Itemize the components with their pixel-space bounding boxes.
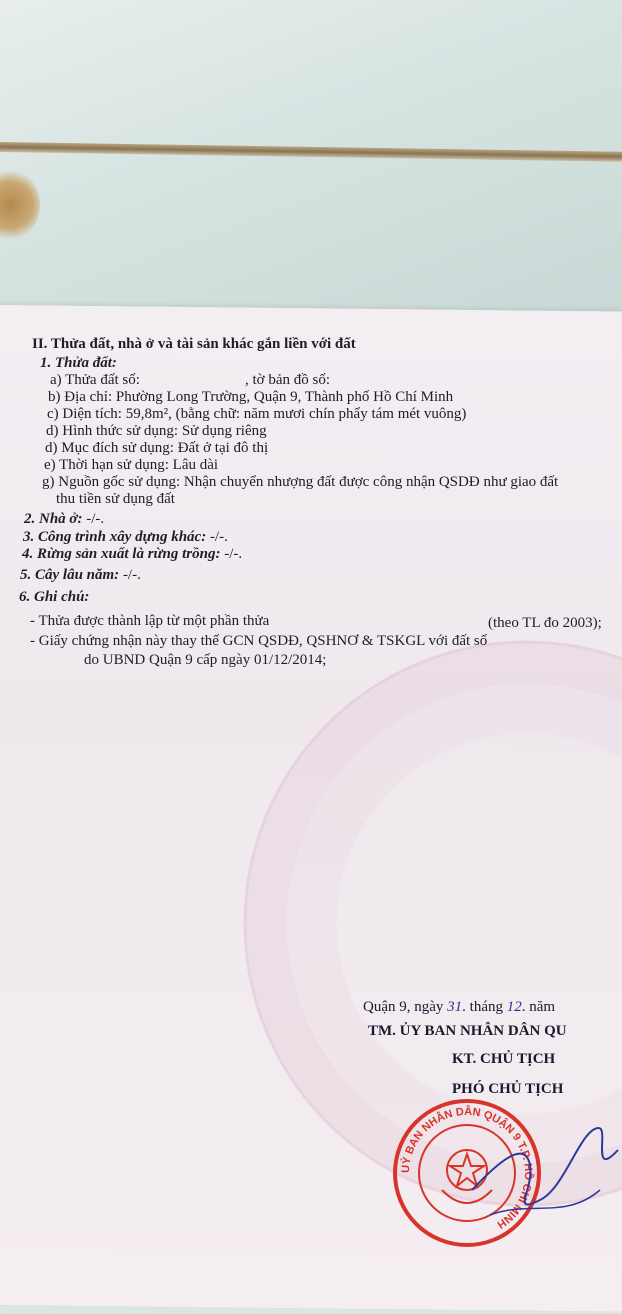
date-month: 12 xyxy=(506,999,522,1015)
item4-value: -/-. xyxy=(224,546,243,562)
item2-title: 2. Nhà ở: xyxy=(24,511,83,527)
sign-org: TM. ỦY BAN NHÂN DÂN QU xyxy=(368,1023,567,1039)
sign-date xyxy=(363,998,555,1016)
item1-a-label: a) Thửa đất số: xyxy=(50,372,140,388)
item2-value: -/-. xyxy=(86,511,105,527)
item5-value: -/-. xyxy=(122,567,141,583)
item4-title: 4. Rừng sản xuất là rừng trồng: xyxy=(22,546,221,562)
item1-g-origin-cont: thu tiền sử dụng đất xyxy=(56,491,175,507)
item1-e-term: e) Thời hạn sử dụng: Lâu dài xyxy=(44,457,219,473)
seal-text: UỶ BAN NHÂN DÂN QUẬN 9 T.P. HỒ CHÍ MINH xyxy=(399,1105,535,1231)
item5-title: 5. Cây lâu năm: xyxy=(20,567,120,583)
item1-g-origin: g) Nguồn gốc sử dụng: Nhận chuyển nhượng đất được công nhận QSDĐ như giao đất xyxy=(42,474,559,490)
item1-a-map-sheet: , tờ bản đồ số: xyxy=(245,372,331,388)
item3-value: -/-. xyxy=(209,529,228,545)
note2-cont: do UBND Quận 9 cấp ngày 01/12/2014; xyxy=(84,652,327,668)
note1: - Thửa được thành lập từ một phần thửa xyxy=(30,613,270,629)
item5-row xyxy=(20,566,141,584)
handwritten-signature-icon xyxy=(470,1120,620,1250)
date-day: 31 xyxy=(447,999,463,1015)
sign-title-2: PHÓ CHỦ TỊCH xyxy=(452,1081,564,1097)
date-prefix: Quận 9, ngày xyxy=(363,999,444,1015)
item3-title: 3. Công trình xây dựng khác: xyxy=(23,529,207,545)
section-heading: II. Thửa đất, nhà ở và tài sản khác gắn liền với đất xyxy=(32,336,356,352)
sign-title-1: KT. CHỦ TỊCH xyxy=(452,1051,556,1067)
note2: - Giấy chứng nhận này thay thế GCN QSDĐ, QSHNƠ & TSKGL với đất số xyxy=(30,633,488,649)
item1-d-purpose: d) Mục đích sử dụng: Đất ở tại đô thị xyxy=(45,440,269,456)
item3-row xyxy=(23,528,228,546)
item1-c-area: c) Diện tích: 59,8m², (bằng chữ: năm mươi chín phẩy tám mét vuông) xyxy=(47,406,467,422)
item6-title: 6. Ghi chú: xyxy=(19,589,90,605)
item2-row xyxy=(24,510,104,528)
item1-b-address: b) Địa chỉ: Phường Long Trường, Quận 9, Thành phố Hồ Chí Minh xyxy=(48,389,454,405)
note1-tail: (theo TL đo 2003); xyxy=(488,615,602,631)
year-label: . năm xyxy=(521,999,556,1015)
item1-d-form: d) Hình thức sử dụng: Sử dụng riêng xyxy=(46,423,267,439)
month-label: . tháng xyxy=(462,999,503,1015)
item4-row xyxy=(22,545,242,563)
item1-title: 1. Thửa đất: xyxy=(40,355,117,371)
